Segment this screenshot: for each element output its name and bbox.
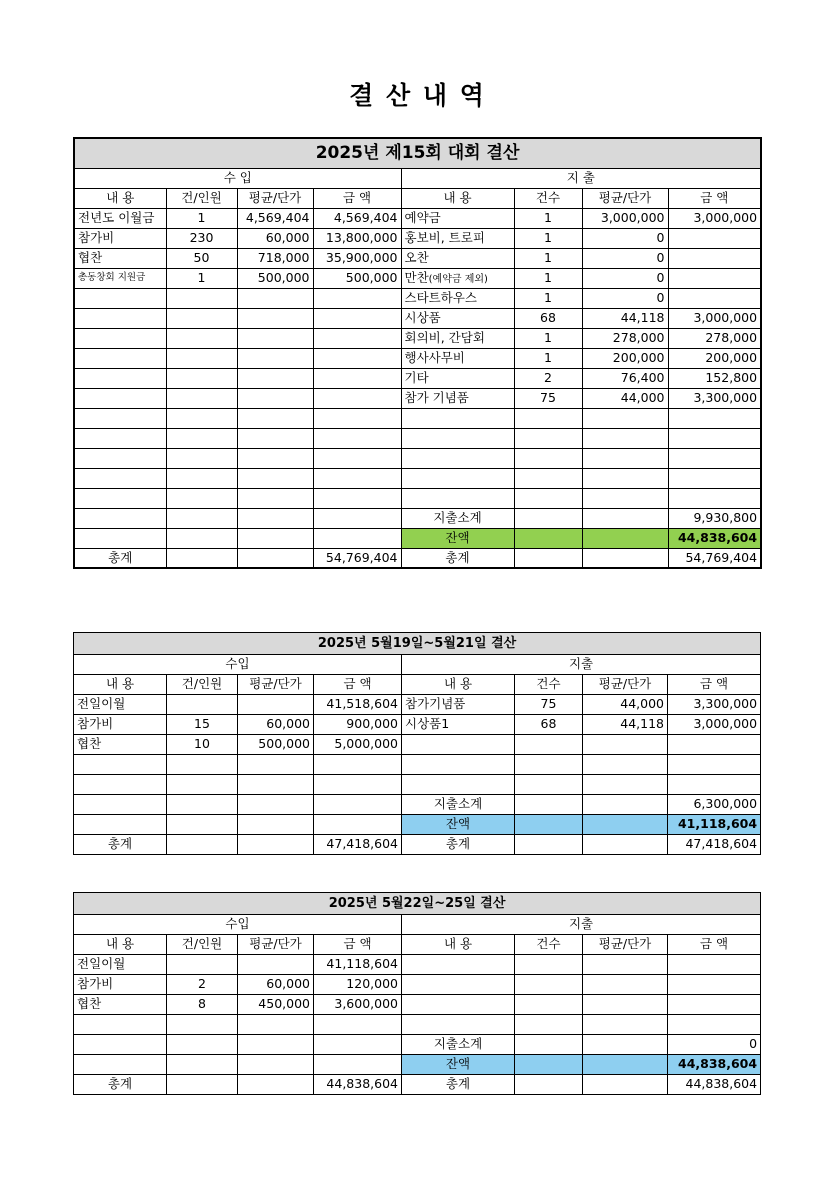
col-header-count: 건/인원 [167, 935, 238, 955]
table-row [74, 308, 761, 328]
table-row [74, 715, 761, 735]
empty-row [74, 428, 761, 448]
expense-count: 1 [514, 268, 582, 288]
expense-amount: 3,000,000 [668, 308, 761, 328]
col-header-exp-unit: 평균/단가 [582, 188, 668, 208]
table-title: 2025년 5월22일~25일 결산 [74, 893, 761, 915]
income-item: 협찬 [74, 735, 167, 755]
income-item: 전일이월 [74, 955, 167, 975]
settlement-table-may22-25 [73, 892, 761, 1095]
expense-item: 회의비, 간담회 [401, 328, 514, 348]
income-amount: 900,000 [314, 715, 402, 735]
expense-section-label: 지출 [402, 915, 761, 935]
col-header-exp-amount: 금 액 [668, 675, 761, 695]
balance-row [74, 815, 761, 835]
income-item: 총동창회 지원금 [74, 268, 166, 288]
income-section-label: 수입 [74, 655, 402, 675]
expense-unit: 0 [582, 268, 668, 288]
income-amount: 41,118,604 [314, 955, 402, 975]
income-unit: 60,000 [238, 975, 314, 995]
col-header-unit: 평균/단가 [237, 188, 313, 208]
expense-unit: 44,000 [583, 695, 668, 715]
col-header-item: 내 용 [74, 935, 167, 955]
expense-unit: 44,000 [582, 388, 668, 408]
table-row [74, 268, 761, 288]
subtotal-label: 지출소계 [402, 795, 515, 815]
col-header-unit: 평균/단가 [238, 935, 314, 955]
expense-unit: 44,118 [583, 715, 668, 735]
table-row [74, 328, 761, 348]
col-header-exp-count: 건수 [514, 188, 582, 208]
col-header-count: 건/인원 [167, 675, 238, 695]
expense-count: 1 [514, 328, 582, 348]
expense-total-amount: 44,838,604 [668, 1075, 761, 1095]
total-row [74, 548, 761, 568]
income-amount: 120,000 [314, 975, 402, 995]
income-unit: 60,000 [238, 715, 314, 735]
income-unit: 718,000 [237, 248, 313, 268]
document-title: 결 산 내 역 [349, 81, 486, 110]
income-count: 1 [166, 208, 237, 228]
balance-row [74, 1055, 761, 1075]
expense-item [401, 268, 514, 288]
income-total-label: 총계 [74, 1075, 167, 1095]
expense-unit: 278,000 [582, 328, 668, 348]
col-header-exp-amount: 금 액 [668, 935, 761, 955]
expense-item: 시상품1 [402, 715, 515, 735]
income-unit: 60,000 [237, 228, 313, 248]
column-header-row [74, 675, 761, 695]
expense-count: 75 [515, 695, 583, 715]
col-header-amount: 금 액 [313, 188, 401, 208]
col-header-exp-item: 내 용 [402, 675, 515, 695]
income-item: 참가비 [74, 715, 167, 735]
table-row [74, 208, 761, 228]
total-row [74, 835, 761, 855]
col-header-amount: 금 액 [314, 935, 402, 955]
expense-unit: 44,118 [582, 308, 668, 328]
expense-item-note: (예약금 제외) [428, 273, 488, 285]
expense-section-label: 지출 [402, 655, 761, 675]
expense-amount: 3,300,000 [668, 388, 761, 408]
col-header-exp-item: 내 용 [401, 188, 514, 208]
income-count: 10 [167, 735, 238, 755]
empty-row [74, 1015, 761, 1035]
table-row [74, 388, 761, 408]
empty-row [74, 488, 761, 508]
income-section-label: 수 입 [74, 168, 401, 188]
income-count [167, 695, 238, 715]
settlement-table-may19-21 [73, 632, 761, 855]
table-row [74, 248, 761, 268]
table-row [74, 368, 761, 388]
expense-amount [668, 248, 761, 268]
table-row [74, 975, 761, 995]
expense-amount: 3,000,000 [668, 208, 761, 228]
income-amount: 13,800,000 [313, 228, 401, 248]
income-item: 전일이월 [74, 695, 167, 715]
income-item: 전년도 이월금 [74, 208, 166, 228]
expense-count: 1 [514, 248, 582, 268]
expense-amount: 278,000 [668, 328, 761, 348]
col-header-item: 내 용 [74, 675, 167, 695]
col-header-exp-count: 건수 [515, 935, 583, 955]
income-count: 230 [166, 228, 237, 248]
expense-amount: 3,000,000 [668, 715, 761, 735]
col-header-count: 건/인원 [166, 188, 237, 208]
expense-item: 시상품 [401, 308, 514, 328]
expense-item: 오찬 [401, 248, 514, 268]
subtotal-amount: 6,300,000 [668, 795, 761, 815]
expense-unit: 3,000,000 [582, 208, 668, 228]
empty-row [74, 448, 761, 468]
income-total-label: 총계 [74, 548, 166, 568]
expense-item: 기타 [401, 368, 514, 388]
balance-label: 잔액 [401, 528, 514, 548]
expense-total-label: 총계 [402, 1075, 515, 1095]
expense-count: 1 [514, 288, 582, 308]
balance-amount: 44,838,604 [668, 528, 761, 548]
total-row [74, 1075, 761, 1095]
col-header-item: 내 용 [74, 188, 166, 208]
expense-unit: 200,000 [582, 348, 668, 368]
income-amount: 500,000 [313, 268, 401, 288]
income-unit: 500,000 [238, 735, 314, 755]
column-header-row [74, 935, 761, 955]
income-item: 협찬 [74, 995, 167, 1015]
expense-unit: 0 [582, 228, 668, 248]
income-amount: 5,000,000 [314, 735, 402, 755]
table-row [74, 735, 761, 755]
expense-item: 참가기념품 [402, 695, 515, 715]
expense-amount [668, 228, 761, 248]
empty-row [74, 408, 761, 428]
subtotal-row [74, 1035, 761, 1055]
subtotal-amount: 0 [668, 1035, 761, 1055]
income-total-amount: 47,418,604 [314, 835, 402, 855]
income-total-label: 총계 [74, 835, 167, 855]
empty-row [74, 755, 761, 775]
balance-label: 잔액 [402, 815, 515, 835]
balance-row [74, 528, 761, 548]
subtotal-label: 지출소계 [402, 1035, 515, 1055]
col-header-exp-count: 건수 [515, 675, 583, 695]
col-header-unit: 평균/단가 [238, 675, 314, 695]
income-amount: 4,569,404 [313, 208, 401, 228]
expense-total-amount: 47,418,604 [668, 835, 761, 855]
expense-count: 1 [514, 208, 582, 228]
income-unit: 450,000 [238, 995, 314, 1015]
table-row [74, 348, 761, 368]
expense-count: 1 [514, 348, 582, 368]
table-row [74, 695, 761, 715]
expense-count: 68 [515, 715, 583, 735]
empty-row [74, 468, 761, 488]
expense-amount [668, 288, 761, 308]
expense-amount: 152,800 [668, 368, 761, 388]
income-item: 참가비 [74, 228, 166, 248]
table-row [74, 288, 761, 308]
expense-item: 예약금 [401, 208, 514, 228]
col-header-exp-amount: 금 액 [668, 188, 761, 208]
expense-total-amount: 54,769,404 [668, 548, 761, 568]
expense-total-label: 총계 [402, 835, 515, 855]
expense-count: 2 [514, 368, 582, 388]
col-header-amount: 금 액 [314, 675, 402, 695]
expense-item-main: 만찬 [404, 269, 429, 285]
income-unit [238, 695, 314, 715]
income-unit [238, 955, 314, 975]
expense-amount: 200,000 [668, 348, 761, 368]
subtotal-amount: 9,930,800 [668, 508, 761, 528]
expense-unit: 0 [582, 248, 668, 268]
expense-unit: 0 [582, 288, 668, 308]
expense-item: 행사사무비 [401, 348, 514, 368]
col-header-exp-item: 내 용 [402, 935, 515, 955]
income-count [167, 955, 238, 975]
income-count: 1 [166, 268, 237, 288]
expense-count: 68 [514, 308, 582, 328]
income-total-amount: 44,838,604 [314, 1075, 402, 1095]
income-unit: 4,569,404 [237, 208, 313, 228]
balance-amount: 44,838,604 [668, 1055, 761, 1075]
balance-label: 잔액 [402, 1055, 515, 1075]
income-amount: 35,900,000 [313, 248, 401, 268]
income-unit: 500,000 [237, 268, 313, 288]
settlement-table-tournament [73, 137, 762, 569]
table-row [74, 995, 761, 1015]
expense-section-label: 지 출 [401, 168, 761, 188]
income-item: 협찬 [74, 248, 166, 268]
income-item: 참가비 [74, 975, 167, 995]
income-count: 8 [167, 995, 238, 1015]
table-title: 2025년 5월19일~5월21일 결산 [74, 633, 761, 655]
income-count: 50 [166, 248, 237, 268]
subtotal-row [74, 795, 761, 815]
column-header-row [74, 188, 761, 208]
empty-row [74, 775, 761, 795]
subtotal-label: 지출소계 [401, 508, 514, 528]
expense-item: 스타트하우스 [401, 288, 514, 308]
col-header-exp-unit: 평균/단가 [583, 675, 668, 695]
expense-unit: 76,400 [582, 368, 668, 388]
expense-item: 홍보비, 트로피 [401, 228, 514, 248]
expense-total-label: 총계 [401, 548, 514, 568]
income-total-amount: 54,769,404 [313, 548, 401, 568]
expense-count: 75 [514, 388, 582, 408]
income-count: 2 [167, 975, 238, 995]
col-header-exp-unit: 평균/단가 [583, 935, 668, 955]
expense-amount: 3,300,000 [668, 695, 761, 715]
table-row [74, 228, 761, 248]
expense-amount [668, 268, 761, 288]
table-row [74, 955, 761, 975]
income-count: 15 [167, 715, 238, 735]
income-section-label: 수입 [74, 915, 402, 935]
balance-amount: 41,118,604 [668, 815, 761, 835]
expense-item: 참가 기념품 [401, 388, 514, 408]
income-amount: 41,518,604 [314, 695, 402, 715]
subtotal-row [74, 508, 761, 528]
table-title: 2025년 제15회 대회 결산 [74, 138, 761, 168]
income-amount: 3,600,000 [314, 995, 402, 1015]
expense-count: 1 [514, 228, 582, 248]
